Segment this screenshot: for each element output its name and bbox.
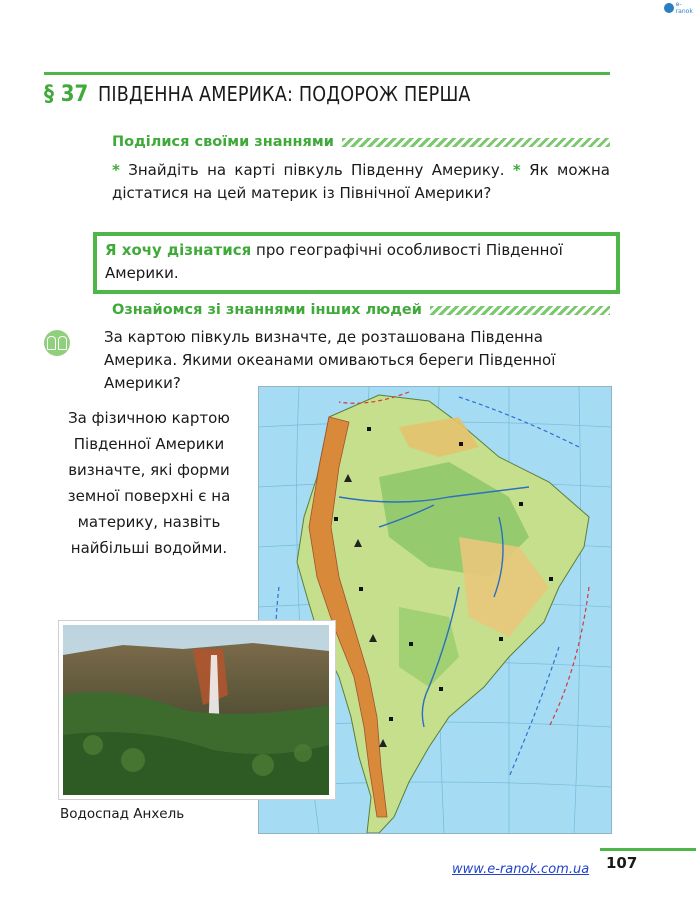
publisher-website-link[interactable]: www.e-ranok.com.ua bbox=[452, 862, 590, 877]
hatched-divider bbox=[342, 138, 610, 147]
page-number: 107 bbox=[606, 854, 638, 872]
others-knowledge-paragraph bbox=[104, 326, 610, 395]
share-knowledge-questions bbox=[112, 159, 610, 205]
publisher-logo bbox=[664, 2, 698, 14]
map-task-line: материку, назвіть bbox=[77, 513, 221, 531]
learning-goal-highlight: Я хочу дізнатися bbox=[105, 241, 252, 259]
share-knowledge-heading bbox=[112, 134, 610, 150]
angel-falls-photo-frame bbox=[58, 620, 336, 800]
publisher-logo-icon bbox=[664, 3, 674, 13]
question-2: Як можна дістатися на цей материк із Північної Америки? bbox=[112, 161, 611, 202]
section-header bbox=[44, 82, 522, 107]
publisher-logo-text: e-ranok bbox=[675, 1, 693, 15]
map-task-line: За фізичною картою bbox=[68, 409, 230, 427]
learning-goal-box bbox=[93, 232, 620, 294]
angel-falls-photo bbox=[63, 625, 329, 795]
map-task-line: земної поверхні є на bbox=[67, 487, 231, 505]
map-task-line: Південної Америки bbox=[73, 435, 225, 453]
photo-caption: Водоспад Анхель bbox=[60, 806, 185, 822]
share-knowledge-heading-text: Поділися своїми знаннями bbox=[112, 134, 334, 150]
hatched-divider bbox=[430, 306, 610, 315]
bullet-star-icon: * bbox=[112, 161, 120, 179]
map-task-text bbox=[44, 405, 254, 561]
bullet-star-icon: * bbox=[512, 161, 521, 179]
question-1: Знайдіть на карті півкуль Південну Америку. bbox=[128, 161, 505, 179]
others-knowledge-heading-text: Ознайомся зі знаннями інших людей bbox=[112, 302, 422, 318]
header-rule bbox=[44, 72, 610, 75]
learning-goal-text: про географічні особливості Південної Америки. bbox=[105, 241, 563, 282]
people-icon bbox=[44, 330, 70, 356]
paragraph-line: Америка. Якими океанами омиваються береги Південної bbox=[104, 351, 556, 369]
section-title: ПІВДЕННА АМЕРИКА: ПОДОРОЖ ПЕРША bbox=[98, 82, 471, 106]
paragraph-line: Америки? bbox=[104, 374, 181, 392]
section-number: § 37 bbox=[44, 82, 89, 107]
map-task-line: найбільші водойми. bbox=[70, 539, 228, 557]
footer-rule bbox=[600, 848, 696, 851]
map-task-line: визначте, які форми bbox=[68, 461, 230, 479]
paragraph-line: За картою півкуль визначте, де розташована Південна bbox=[104, 328, 543, 346]
others-knowledge-heading bbox=[112, 302, 610, 318]
